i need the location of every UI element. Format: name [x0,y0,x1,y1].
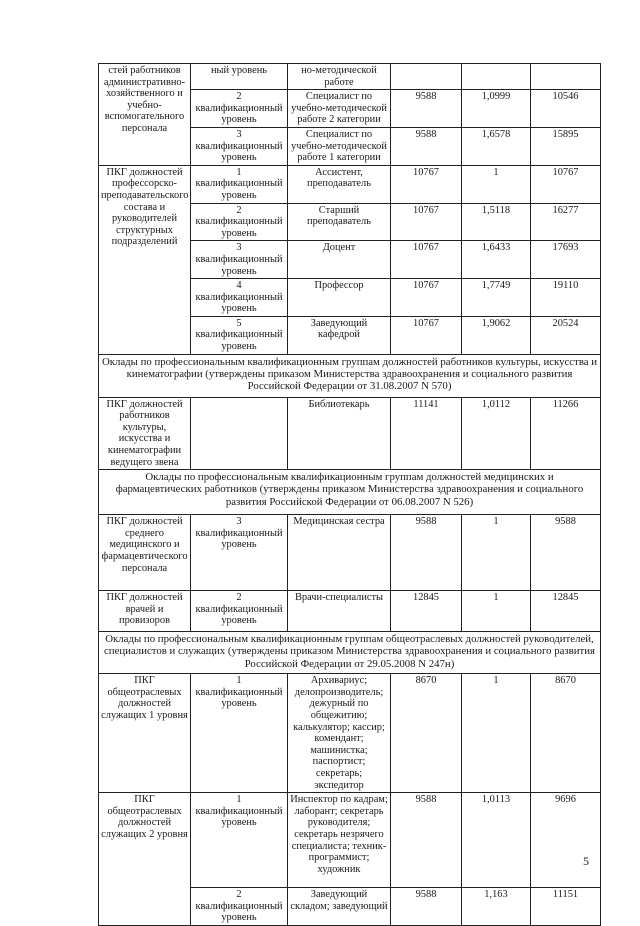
section-header-row [99,632,601,674]
total-salary-cell: 9696 [531,793,601,888]
qualification-level-cell: 2 квалификационный уровень [191,90,288,128]
position-cell: Профессор [288,279,391,317]
table-row [99,165,601,203]
coefficient-cell: 1,7749 [462,279,531,317]
section-header-row [99,470,601,515]
qualification-level-cell: 3 квалификационный уровень [191,241,288,279]
base-salary-cell: 9588 [391,515,462,591]
coefficient-cell: 1,6433 [462,241,531,279]
salary-table-body [99,64,601,926]
qualification-group-cell: стей работников административно-хозяйственного и учебно-вспомогательного персонала [99,64,191,166]
table-row [99,397,601,470]
position-cell: Инспектор по кадрам; лаборант; секретарь руководителя; секретарь незрячего специалиста; техник-программист; художник [288,793,391,888]
qualification-group-cell: ПКГ должностей профессорско-преподавательского состава и руководителей структурных подразделений [99,165,191,354]
section-header-text: Оклады по профессиональным квалификационным группам должностей работников культуры, искусства и кинематографии (утверждены приказом Министерства здравоохранения и социального развития Российской Федерации от 31.08.2007 N 570) [99,354,601,397]
table-row [99,793,601,888]
qualification-level-cell: 2 квалификационный уровень [191,203,288,241]
coefficient-cell: 1 [462,165,531,203]
position-cell: Специалист по учебно-методической работе 2 категории [288,90,391,128]
qualification-group-cell: ПКГ должностей среднего медицинского и фармацевтического персонала [99,515,191,591]
total-salary-cell: 11151 [531,888,601,926]
total-salary-cell: 10546 [531,90,601,128]
total-salary-cell: 11266 [531,397,601,470]
qualification-level-cell: 2 квалификационный уровень [191,591,288,632]
total-salary-cell: 15895 [531,127,601,165]
section-header-text: Оклады по профессиональным квалификационным группам общеотраслевых должностей руководителей, специалистов и служащих (утверждены приказом Министерства здравоохранения и социального развития Российской Федерации от 29.05.2008 N 247н) [99,632,601,674]
coefficient-cell: 1,6578 [462,127,531,165]
base-salary-cell: 9588 [391,888,462,926]
qualification-level-cell: 1 квалификационный уровень [191,674,288,793]
coefficient-cell: 1,0112 [462,397,531,470]
position-cell: Ассистент, преподаватель [288,165,391,203]
position-cell: Доцент [288,241,391,279]
total-salary-cell: 20524 [531,316,601,354]
base-salary-cell: 10767 [391,241,462,279]
qualification-level-cell [191,397,288,470]
base-salary-cell: 10767 [391,316,462,354]
base-salary-cell: 9588 [391,127,462,165]
coefficient-cell: 1 [462,591,531,632]
total-salary-cell: 12845 [531,591,601,632]
total-salary-cell: 10767 [531,165,601,203]
salary-table [98,63,601,926]
position-cell: Библиотекарь [288,397,391,470]
position-cell: Архивариус; делопроизводитель; дежурный по общежитию; калькулятор; кассир; комендант; машинистка; паспортист; секретарь; экспедитор [288,674,391,793]
base-salary-cell: 11141 [391,397,462,470]
total-salary-cell: 19110 [531,279,601,317]
qualification-level-cell: 1 квалификационный уровень [191,793,288,888]
total-salary-cell: 16277 [531,203,601,241]
qualification-level-cell: 3 квалификационный уровень [191,515,288,591]
table-row [99,591,601,632]
qualification-level-cell: 2 квалификационный уровень [191,888,288,926]
qualification-group-cell: ПКГ общеотраслевых должностей служащих 1 уровня [99,674,191,793]
base-salary-cell: 8670 [391,674,462,793]
table-row [99,515,601,591]
page-number: 5 [583,854,589,868]
base-salary-cell [391,64,462,90]
qualification-group-cell: ПКГ общеотраслевых должностей служащих 2 уровня [99,793,191,926]
position-cell: Медицинская сестра [288,515,391,591]
total-salary-cell: 8670 [531,674,601,793]
qualification-level-cell: 5 квалификационный уровень [191,316,288,354]
base-salary-cell: 9588 [391,793,462,888]
total-salary-cell [531,64,601,90]
coefficient-cell: 1 [462,515,531,591]
qualification-group-cell: ПКГ должностей врачей и провизоров [99,591,191,632]
qualification-level-cell: 4 квалификационный уровень [191,279,288,317]
section-header-row [99,354,601,397]
base-salary-cell: 10767 [391,165,462,203]
total-salary-cell: 17693 [531,241,601,279]
position-cell: Специалист по учебно-методической работе 1 категории [288,127,391,165]
coefficient-cell: 1,0999 [462,90,531,128]
base-salary-cell: 10767 [391,279,462,317]
coefficient-cell: 1,5118 [462,203,531,241]
table-row [99,64,601,90]
qualification-group-cell: ПКГ должностей работников культуры, искусства и кинематографии ведущего звена [99,397,191,470]
base-salary-cell: 10767 [391,203,462,241]
qualification-level-cell: ный уровень [191,64,288,90]
coefficient-cell: 1,163 [462,888,531,926]
position-cell: Заведующий складом; заведующий [288,888,391,926]
position-cell: но-методической работе [288,64,391,90]
coefficient-cell: 1,9062 [462,316,531,354]
qualification-level-cell: 3 квалификационный уровень [191,127,288,165]
coefficient-cell: 1,0113 [462,793,531,888]
base-salary-cell: 9588 [391,90,462,128]
position-cell: Старший преподаватель [288,203,391,241]
qualification-level-cell: 1 квалификационный уровень [191,165,288,203]
section-header-text: Оклады по профессиональным квалификационным группам должностей медицинских и фармацевтических работников (утверждены приказом Министерства здравоохранения и социального развития Российской Федерации от 06.08.2007 N 526) [99,470,601,515]
base-salary-cell: 12845 [391,591,462,632]
position-cell: Врачи-специалисты [288,591,391,632]
total-salary-cell: 9588 [531,515,601,591]
coefficient-cell [462,64,531,90]
coefficient-cell: 1 [462,674,531,793]
position-cell: Заведующий кафедрой [288,316,391,354]
table-row [99,674,601,793]
